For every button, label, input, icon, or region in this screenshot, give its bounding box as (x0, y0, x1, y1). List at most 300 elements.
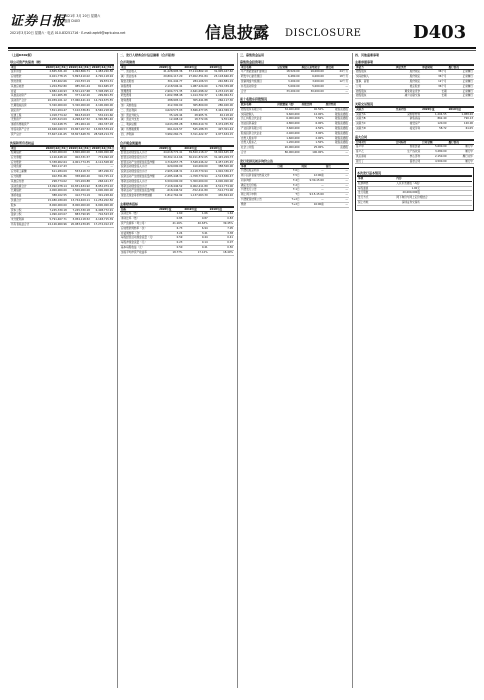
table-cell: 20,083,239.65 (68, 222, 91, 227)
table-cell: 三、利润总额 (120, 123, 158, 128)
table-cell: 履行中 (448, 159, 474, 164)
table-block (240, 159, 349, 208)
table-cell: T-4日 (276, 178, 300, 183)
table-cell: 58.72 (421, 126, 447, 131)
table-cell: 控股股东 (355, 70, 395, 75)
table-cell: 13,803,539.24 (91, 127, 114, 132)
table-cell: 产业投资有限公司 (240, 126, 276, 131)
column-header: 拟投入募集资金 (301, 66, 325, 70)
table-cell: 284,106.53 (183, 80, 208, 85)
table-cell: 流动资产合计 (10, 99, 45, 104)
table-cell: 4,500.00 (421, 159, 447, 164)
table-cell: 控股股东 (355, 89, 395, 94)
table-cell: 减少关联交易 (395, 94, 421, 99)
table-cell: 四、净利润 (120, 132, 158, 137)
column-header: 2019年度 (448, 108, 474, 112)
financial-table (240, 65, 349, 94)
table-cell: 股票种类 (357, 181, 395, 186)
table-cell: 1,180,064.51 (209, 94, 234, 99)
table-cell: 其他应付款 (10, 179, 45, 184)
page-number: D403 (413, 22, 467, 43)
table-cell: 27,002,351.84 (183, 75, 208, 80)
column-header: 2020年度 (158, 146, 183, 150)
table-cell: 37,607,141.65 (45, 132, 68, 137)
table-cell: 13,744,409.11 (68, 198, 91, 203)
table-cell: 货币资金 (10, 70, 45, 75)
section-title-cn: 信息披露 (205, 23, 270, 42)
column-header: 2020年度 (158, 207, 183, 211)
page-header (0, 0, 484, 48)
column-header: 承诺方 (355, 66, 395, 70)
header-rule-thick (8, 47, 476, 49)
column-header: 2019年12月31日 (68, 66, 92, 69)
table-cell: 301,228.46 (91, 194, 114, 199)
table-cell: 正常履行 (448, 94, 474, 99)
table-cell: 实际控制人 (355, 75, 395, 80)
table-cell: 6,002,411.89 (183, 184, 208, 189)
table-cell: 0.59 (158, 236, 183, 241)
table-cell: 1,088.20 (448, 112, 474, 117)
table-cell: 20,000,000 (276, 146, 300, 151)
table-cell: 3,474,935.59 (209, 123, 234, 128)
table-cell: 正常履行 (448, 75, 474, 80)
table-cell: 控股股东有限公司 (240, 107, 276, 112)
table-cell: 创业投资基金 (240, 122, 276, 127)
table-cell: 268,441.57 (91, 179, 114, 184)
table-cell: 4,901,774.35 (68, 160, 91, 165)
table-cell: 20,939,101.12 (45, 99, 68, 104)
table-cell: 1,200,000 (276, 141, 300, 146)
table-cell: 2,845,321.20 (45, 70, 68, 75)
table-cell: 稳定股价 (395, 84, 421, 89)
table-cell: 0.50 (158, 245, 183, 250)
table-cell: 1,204.55 (421, 112, 447, 117)
table-block (355, 135, 474, 165)
table-cell: 12个月 (325, 80, 349, 85)
table-cell: — (325, 188, 349, 193)
table-cell: 5,320,000.00 (45, 103, 68, 108)
table-cell: 3,548,246.22 (183, 160, 208, 165)
table-cell: 4,500,000.00 (45, 150, 68, 155)
table-cell: 6,500,000.00 (158, 179, 183, 184)
table-cell: 80,000,000 (276, 150, 300, 155)
column-3 (240, 52, 349, 690)
table-cell: 公司 (355, 84, 395, 89)
table-cell: 280,400.00 (209, 103, 234, 108)
table-cell: 7,245,330.18 (68, 208, 91, 213)
table-cell: 12.00% (301, 112, 325, 117)
table-cell (446, 200, 472, 205)
table-cell: 递延所得税资产 (10, 123, 45, 128)
column-header: 股东名称 (240, 103, 276, 107)
issue-page: 版面 D403 (64, 19, 80, 23)
table-cell: 长期股权投资 (10, 103, 45, 108)
column-header: 2018年度 (209, 207, 234, 211)
table-cell: 关联方D (355, 126, 395, 131)
table-cell: T日 (276, 193, 300, 198)
table-cell: 加：其他收益 (120, 103, 158, 108)
table-cell: 应收账款 (10, 75, 45, 80)
table-cell: 每股面值 (357, 186, 395, 191)
table-cell: 985,301.44 (68, 84, 91, 89)
table-cell: 315,209.88 (68, 179, 91, 184)
column-header: 2020年12月31日 (45, 66, 68, 69)
table-cell: 销售费用 (120, 84, 158, 89)
table-cell: 2,905,448.31 (158, 170, 183, 175)
table-cell: — (325, 183, 349, 188)
table-cell: 301,442.77 (158, 80, 183, 85)
table-title: 重大合同 (355, 135, 474, 140)
table-cell: 合计 (240, 150, 276, 155)
table-cell: 4.50% (301, 126, 325, 131)
table-cell: 5,000.00 (301, 84, 325, 89)
table-cell: 5,320,000.00 (68, 103, 91, 108)
table-cell: 拟上市地 (357, 200, 395, 205)
table-row (357, 200, 472, 205)
table-cell: 288,905.12 (158, 99, 183, 104)
financial-table (355, 107, 474, 132)
table-cell: 13,092,078.14 (45, 184, 68, 189)
table-row (10, 103, 114, 108)
table-row (120, 250, 234, 255)
column-header: 2019年度 (183, 66, 208, 70)
table-cell: 3,444,369.13 (209, 108, 234, 113)
table-cell: 2,298,447.52 (68, 118, 91, 123)
table-cell: 545,188.33 (183, 127, 208, 132)
table-cell: 长期 (421, 94, 447, 99)
table-cell: 883,790.95 (68, 213, 91, 218)
financial-table (240, 102, 349, 155)
column-header: 持股数量（股） (276, 103, 300, 107)
column-heading: 四、其他重要事项 (355, 53, 380, 57)
table-cell: 董事、高管 (355, 80, 395, 85)
table-row (10, 132, 114, 137)
table-cell: 补充流动资金 (240, 84, 276, 89)
table-cell: 2,000,000.00 (91, 189, 114, 194)
table-cell: 刊登发行公告 (240, 188, 276, 193)
table-cell: 研发中心建设项目 (240, 75, 276, 80)
table-cell: 611,284.09 (45, 170, 68, 175)
table-cell: 应收账款周转率（次） (120, 226, 158, 231)
table-cell: — (301, 188, 325, 193)
column-header: 合同标的 (395, 140, 421, 144)
table-cell: 5,000.00 (276, 84, 300, 89)
table-cell (421, 200, 447, 205)
table-cell: 存货周转率（次） (120, 231, 158, 236)
table-cell: 774,092.18 (91, 155, 114, 160)
column-header: 关联方 (355, 108, 395, 112)
column-1 (10, 52, 114, 690)
table-cell: 37,114,802.19 (183, 70, 208, 75)
table-cell: 筹资活动产生的现金流量净额 (120, 189, 158, 194)
table-cell: 553,418.72 (68, 170, 91, 175)
table-cell: 17,274,012.23 (91, 222, 114, 227)
table-cell: 6,401,778.15 (45, 75, 68, 80)
table-cell: T-1日 (276, 188, 300, 193)
column-header: 项目 (120, 146, 158, 150)
table-cell: 限售流通股 (325, 141, 349, 146)
table-cell: 0.41 (209, 236, 234, 241)
table-cell: 620,000.00 (158, 165, 183, 170)
table-cell: 关联方B (355, 117, 395, 122)
table-cell: 2,977,634.15 (209, 132, 234, 137)
table-cell: 3,600,000 (276, 126, 300, 131)
table-row (240, 89, 349, 94)
table-cell: 股份锁定 (395, 70, 421, 75)
table-cell: 2,233,415.96 (209, 89, 234, 94)
table-cell: 661,024.57 (158, 127, 183, 132)
table-title: 主要财务指标 (120, 202, 234, 207)
column-header: 2018年度 (209, 146, 234, 150)
table-cell: 16,668,040.53 (45, 127, 68, 132)
table-cell: 生产线改造 (395, 149, 421, 154)
table-cell: 1,902,336.47 (209, 170, 234, 175)
table-row (10, 123, 114, 128)
table-cell: 41,228,905.36 (158, 70, 183, 75)
table-cell: 其他流动资产 (10, 94, 45, 99)
table-cell: 1,483,220.56 (91, 70, 114, 75)
table-cell: — (301, 197, 325, 202)
column-header: 项目名称 (240, 66, 276, 70)
table-cell: 18个月 (325, 75, 349, 80)
table-cell: 银行丁 (355, 159, 395, 164)
table-cell: 6.73 (158, 226, 183, 231)
table-cell: 正常履行 (448, 80, 474, 85)
table-cell: 2,904,771.35 (158, 89, 183, 94)
table-cell: 4,100,000.00 (91, 103, 114, 108)
table-row (355, 159, 474, 164)
table-cell: 应付账款 (10, 160, 45, 165)
table-cell: 非流动资产合计 (10, 127, 45, 132)
table-cell: 3,000,000.00 (91, 150, 114, 155)
table-cell: 402,551.86 (45, 174, 68, 179)
table-cell: 履行中 (448, 149, 474, 154)
table-cell: 7.05 (209, 226, 234, 231)
table-cell: 4,720,118.94 (91, 75, 114, 80)
column-header: 2020年度 (158, 66, 183, 70)
table-cell: 股权投资合伙企业 (240, 131, 276, 136)
table-cell: 16:00前 (301, 202, 325, 207)
newspaper-masthead: 证券日报 (10, 14, 67, 29)
table-cell: 8,000,000.00 (45, 203, 68, 208)
contact-dateline: 2021年3月20日 星期六 · 电话 010-83251716 · E-mail:zqrb9@zqrb.sina.net (10, 31, 126, 35)
table-cell: 未分配利润 (10, 218, 45, 223)
table-cell: 采购原材料 (395, 112, 421, 117)
table-cell: 298,774.02 (45, 179, 68, 184)
table-cell: 正常履行 (448, 89, 474, 94)
table-cell: 3.24 (158, 231, 183, 236)
table-cell: 现金及现金等价物净增加额 (120, 194, 158, 199)
table-cell: -2,285,448.31 (158, 174, 183, 179)
table-cell: 39,302,114.66 (158, 155, 183, 160)
table-cell: 经营活动现金流出小计 (120, 155, 158, 160)
table-cell: 812,665.07 (91, 84, 114, 89)
table-cell: 限售流通股 (325, 126, 349, 131)
table-cell: 销售商品 (395, 117, 421, 122)
financial-table (120, 207, 234, 256)
table-block (120, 60, 234, 138)
table-cell: 智能装备 (395, 145, 421, 150)
table-cell: 44,018,772.41 (158, 150, 183, 155)
table-cell: 1,090,163.07 (45, 213, 68, 218)
table-cell: — (325, 193, 349, 198)
table-cell: 33,902,645.18 (209, 150, 234, 155)
table-cell: 5,600.00 (421, 145, 447, 150)
table-cell: 3,954,118.52 (68, 218, 91, 223)
table-cell: 2,390,881.40 (91, 118, 114, 123)
table-cell: 8,501,227.68 (68, 89, 91, 94)
table-cell: 3,846,477.05 (183, 108, 208, 113)
table-cell: 履行完毕 (448, 154, 474, 159)
column-header: 日期 (276, 164, 300, 168)
table-cell: 客户甲 (355, 145, 395, 150)
table-row (120, 170, 234, 175)
table-block (120, 202, 234, 256)
column-header: 总投资额 (276, 66, 300, 70)
table-cell: 管理费用 (120, 89, 158, 94)
table-row (240, 150, 349, 155)
column-header: 交易内容 (395, 108, 421, 112)
column-header: 合同对方 (355, 140, 395, 144)
table-cell: 9,551.80 (209, 118, 234, 123)
table-cell: 28,528,214.79 (91, 132, 114, 137)
table-cell: 3.38 (209, 231, 234, 236)
table-cell: 358,900.40 (68, 174, 91, 179)
table-cell: 1,992,806.71 (68, 70, 91, 75)
table-block (10, 141, 114, 228)
table-cell: 36,011,872.05 (183, 155, 208, 160)
table-cell: 0.50 (209, 245, 234, 250)
table-cell: T+2日 (276, 202, 300, 207)
table-cell: 确定发行价格 (240, 183, 276, 188)
table-cell: 5,338,902.64 (45, 160, 68, 165)
table-cell: 流动比率（倍） (120, 212, 158, 217)
table-cell: 减：所得税费用 (120, 127, 158, 132)
table-cell: 履行中 (448, 145, 474, 150)
table-row (10, 99, 114, 104)
table-cell: 基本每股收益（元） (120, 245, 158, 250)
table-cell: 32,400,000 (276, 107, 300, 112)
table-row (10, 127, 114, 132)
table-cell: 8,952,974.10 (91, 184, 114, 189)
table-cell: 限售流通股 (325, 136, 349, 141)
table-cell: 39.45% (209, 221, 234, 226)
table-cell: 3,000.00 (301, 80, 325, 85)
table-cell: — (325, 202, 349, 207)
column-divider (237, 53, 238, 688)
table-cell: 应付职工薪酬 (10, 170, 45, 175)
table-cell: 短期借款 (10, 150, 45, 155)
table-cell: 限售流通股 (325, 117, 349, 122)
table-cell: 网下投资者提交核查文件 (240, 173, 276, 178)
table-cell: 15,480,180.69 (45, 198, 68, 203)
table-cell: 存货 (10, 89, 45, 94)
table-cell: 299,801.55 (91, 94, 114, 99)
table-cell: 240,337.28 (91, 123, 114, 128)
column-header: 时间 (301, 164, 325, 168)
table-cell: 902,331.57 (68, 155, 91, 160)
table-cell: 18,520.00 (276, 70, 300, 75)
table-cell: 发行股数 (357, 191, 395, 196)
table-cell: — (325, 84, 349, 89)
table-cell: 39,560,118.27 (183, 150, 208, 155)
table-cell: 23,118,660.45 (209, 75, 234, 80)
table-cell: 流通股 (325, 146, 349, 151)
financial-table (240, 164, 349, 208)
table-cell: 筹资活动现金流入小计 (120, 179, 158, 184)
column-header: 持股比例 (301, 103, 325, 107)
table-row (120, 132, 234, 137)
table-title: 发行安排及初步询价公告 (240, 159, 349, 164)
table-cell: 410,000.00 (183, 165, 208, 170)
table-cell: 筹资活动现金流出小计 (120, 184, 158, 189)
table-cell: 正常履行 (448, 70, 474, 75)
table-cell: — (91, 165, 114, 170)
table-cell: 1,702,339.08 (209, 84, 234, 89)
table-cell: 12,408.19 (158, 118, 183, 123)
table-cell: T-6日 (276, 169, 300, 174)
column-header: 承诺类型 (395, 66, 421, 70)
table-cell: 4,112,508.90 (91, 160, 114, 165)
table-cell: 1.64 (209, 212, 234, 217)
table-cell: 2,150.00 (421, 154, 447, 159)
table-cell: 4,716,657.75 (158, 160, 183, 165)
column-header: 合同金额 (421, 140, 447, 144)
table-cell: 刊登招股意向书 (240, 169, 276, 174)
table-cell: 其他应收款 (10, 84, 45, 89)
table-cell: 限售流通股 (325, 112, 349, 117)
table-cell: 经营活动现金流入小计 (120, 150, 158, 155)
table-cell: 0.14 (183, 241, 208, 246)
table-cell: 递延收益 (10, 194, 45, 199)
table-cell: 4,620,573.03 (158, 108, 183, 113)
column-header: 指标 (120, 207, 158, 211)
table-cell: 22,126,960.96 (45, 222, 68, 227)
table-cell: 30,000.00 (301, 89, 325, 94)
table-cell: 1,414,702.37 (183, 94, 208, 99)
table-cell: 0.83 (209, 217, 234, 222)
table-cell: 421,905.38 (45, 94, 68, 99)
table-cell: 减：营业外支出 (120, 118, 158, 123)
table-cell: 应付票据 (10, 155, 45, 160)
table-cell: 6,000,000.00 (91, 203, 114, 208)
table-cell: 正常履行 (448, 84, 474, 89)
table-cell: 盈余公积 (10, 213, 45, 218)
table-cell: 网下询价与网上定价相结合 (396, 196, 428, 200)
table-cell: 应交税费 (10, 174, 45, 179)
table-cell: 负债合计 (10, 198, 45, 203)
table-cell: 1,987,224.60 (183, 84, 208, 89)
table-cell: 4,000,000.00 (209, 179, 234, 184)
table-cell: 6.94 (183, 226, 208, 231)
table-title: 前十名股东持股情况 (240, 97, 349, 102)
column-header: 履行情况 (448, 66, 474, 70)
table-cell: 17.12% (183, 250, 208, 255)
table-cell: 5,300,000.00 (183, 179, 208, 184)
table-cell: 16,000.00 (301, 70, 325, 75)
table-cell: 3,800,000.00 (68, 150, 91, 155)
table-cell: 缴款 (240, 202, 276, 207)
table-block (240, 97, 349, 155)
table-cell: 100.00% (301, 150, 325, 155)
table-cell: 790.13 (448, 117, 474, 122)
table-cell: — (325, 173, 349, 178)
table-cell: 864,519.03 (68, 113, 91, 118)
table-cell: 4,643,285.28 (158, 123, 183, 128)
table-cell: 36个月 (421, 75, 447, 80)
table-cell: 加权平均净资产收益率 (120, 250, 158, 255)
table-cell: 6,408,772.91 (91, 208, 114, 213)
